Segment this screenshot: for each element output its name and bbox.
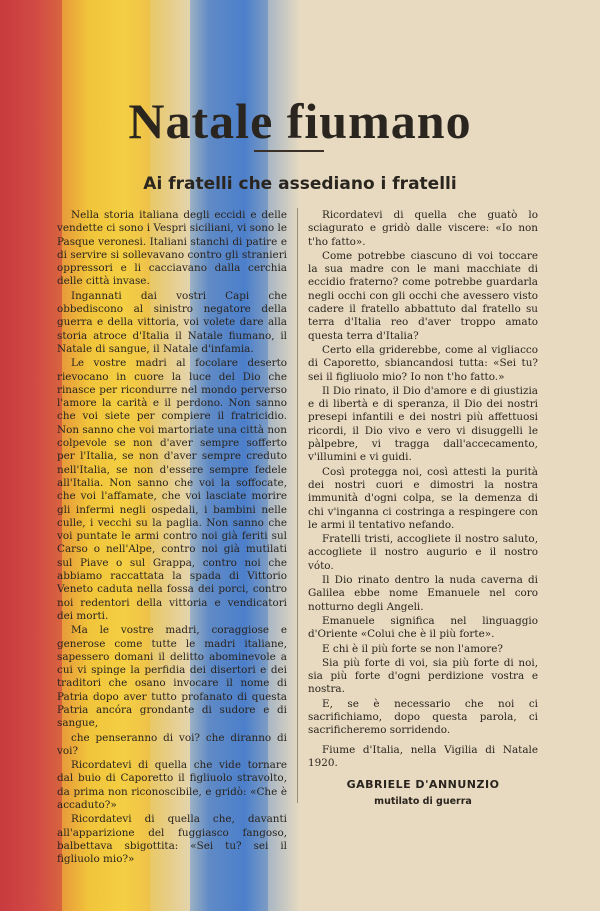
paragraph: E chi è il più forte se non l'amore? <box>322 642 503 655</box>
paragraph: Emanuele significa nel linguaggio d'Oriente «Colui che è il più forte». <box>308 614 538 641</box>
page-title: Natale fiumano <box>128 93 472 149</box>
paragraph: Certo ella griderebbe, come al vigliacco di Caporetto, sbiancandosi tutta: «Sei tu? sei il figliuolo mio? Io non t'ho fatto.» <box>308 343 538 383</box>
paragraph: E, se è necessario che noi ci sacrifichiamo, dopo questa parola, ci sacrificheremo sorridendo. <box>308 697 538 737</box>
signature: GABRIELE D'ANNUNZIO <box>346 778 500 792</box>
paragraph: che penseranno di voi? che diranno di voi? <box>57 731 287 757</box>
paragraph: Il Dio rinato, il Dio d'amore e di giustizia e di libertà e di speranza, il Dio dei nostri presepi infantili e dei nostri più affettuosi ricordi, il Dio vivo e vero vi disuggelli le pàlpebre, vi tragga dall'accecamento, v'illumini e vi guidi. <box>308 384 538 464</box>
signature-subtitle: mutilato di guerra <box>374 796 472 808</box>
paragraph: Ricordatevi di quella che vide tornare dal buio di Caporetto il figliuolo stravolto, da prima non riconoscibile, e gridò: «Che è accaduto?» <box>57 759 287 812</box>
paragraph: Ricordatevi di quella che guatò lo sciagurato e gridò dalle viscere: «Io non t'ho fatto». <box>308 209 538 248</box>
place-date: Fiume d'Italia, nella Vigilia di Natale 1920. <box>308 743 538 769</box>
page-subtitle: Ai fratelli che assediano i fratelli <box>143 174 457 194</box>
paragraph: Così protegga noi, così attesti la purità dei nostri cuori e dimostri la nostra immunità d'ogni colpa, se la demenza di chi v'inganna ci costringa a respingere con le armi il tentativo nefando. <box>308 465 538 531</box>
paragraph: Nella storia italiana degli eccidi e delle vendette ci sono i Vespri siciliani, vi sono le Pasque veronesi. Italiani stanchi di patire e di servire si sollevavano contro gli stranieri oppressori e li cacciavano dalla cerchia delle città invase. <box>57 209 287 288</box>
column-divider <box>297 208 298 803</box>
paragraph: Fratelli tristi, accogliete il nostro saluto, accogliete il nostro augurio e il nostro vóto. <box>308 533 538 572</box>
paragraph: Ingannati dai vostri Capi che obbediscono al sinistro negatore della guerra e della vittoria, voi volete dare alla storia atroce d'Italia il Natale fiumano, il Natale di sangue, il Natale d'infamia. <box>57 289 287 355</box>
paragraph: Ma le vostre madri, coraggiose e generose come tutte le madri italiane, sapessero domani il delitto abominevole a cui vi spinge la perfidia dei disertori e dei traditori che osano invocare il nome di Patria dopo aver tutto profanato di questa Patria ancóra grondante di sudore e di sangue, <box>57 624 287 730</box>
left-column <box>57 209 287 868</box>
paragraph: Il Dio rinato dentro la nuda caverna di Galilea ebbe nome Emanuele nel coro notturno degli Angeli. <box>308 574 538 613</box>
paragraph: Le vostre madri al focolare deserto rievocano in cuore la luce del Dio che rinasce per ricondurre nel mondo perverso l'amore la carità e il perdono. Non sanno che voi siete per compiere il fratricidio. Non sanno che voi martoriate una città non colpevole se non d'aver sempre sofferto per l'Italia, se non d'aver sempre creduto nell'Italia, se non d'essere sempre fedele all'Italia. Non sanno che voi la soffocate, che voi l'affamate, che voi lasciate morire gli infermi negli ospedali, i bambini nelle culle, i vecchi su la paglia. Non sanno che voi puntate le armi contro noi già feriti sul Carso o nell'Alpe, contro noi già mutilati sul Piave o sul Grappa, contro noi che abbiamo raccattata la spada di Vittorio Veneto caduta nella fossa dei porci, contro noi redentori della vittoria e vendicatori dei morti. <box>57 357 287 622</box>
paragraph: Ricordatevi di quella che, davanti all'apparizione del fuggiasco fangoso, balbettava sbigottita: «Sei tu? sei il figliuolo mio?» <box>57 813 287 866</box>
title-rule <box>254 150 324 152</box>
right-column <box>308 209 538 809</box>
paragraph: Come potrebbe ciascuno di voi toccare la sua madre con le mani macchiate di eccidio fraterno? come potrebbe guardarla negli occhi con gli occhi che avessero visto cadere il fratello abbattuto dal fratello su terra d'Italia reo d'aver troppo amato questa terra d'Italia? <box>308 249 538 342</box>
paragraph: Sia più forte di voi, sia più forte di noi, sia più forte d'ogni perdizione vostra e nostra. <box>308 656 538 696</box>
